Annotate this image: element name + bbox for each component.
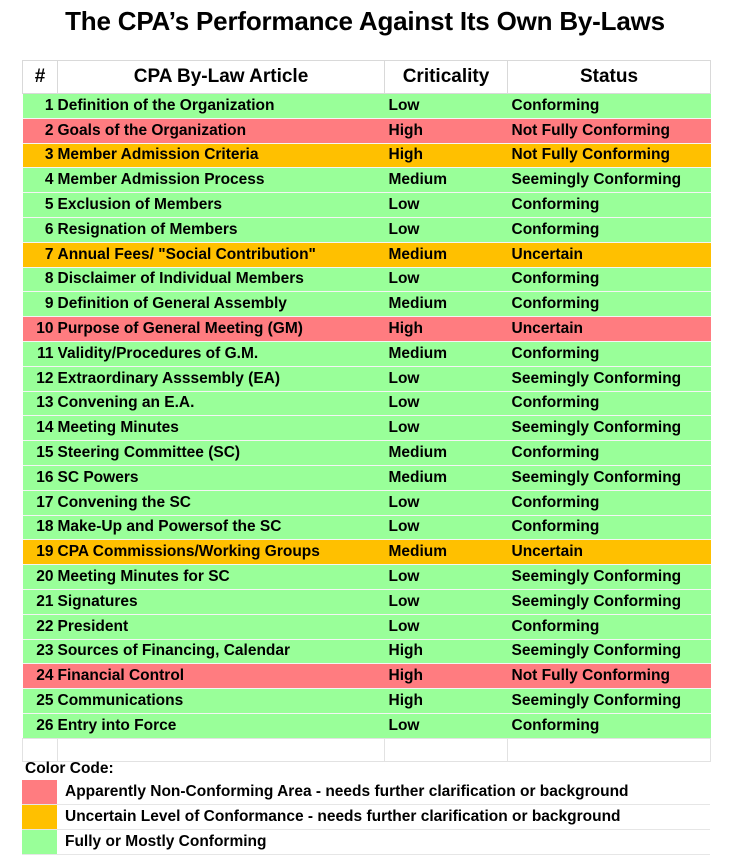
table-row xyxy=(23,341,711,366)
row-number: 17 xyxy=(23,490,58,515)
row-status: Conforming xyxy=(508,614,711,639)
row-article: SC Powers xyxy=(58,465,385,490)
row-number: 18 xyxy=(23,515,58,540)
table-row xyxy=(23,267,711,292)
row-article: Definition of the Organization xyxy=(58,94,385,119)
legend-swatch xyxy=(22,830,57,854)
header-article: CPA By-Law Article xyxy=(58,61,385,94)
row-number: 24 xyxy=(23,664,58,689)
row-criticality: High xyxy=(385,664,508,689)
row-status: Conforming xyxy=(508,292,711,317)
row-article: Signatures xyxy=(58,589,385,614)
row-status: Conforming xyxy=(508,94,711,119)
row-criticality: Low xyxy=(385,193,508,218)
row-criticality: Medium xyxy=(385,242,508,267)
row-article: Steering Committee (SC) xyxy=(58,441,385,466)
row-article: Member Admission Criteria xyxy=(58,143,385,168)
row-criticality: Low xyxy=(385,416,508,441)
table-row xyxy=(23,118,711,143)
row-criticality: Low xyxy=(385,94,508,119)
page-title: The CPA’s Performance Against Its Own By-Laws xyxy=(65,6,665,36)
row-article: President xyxy=(58,614,385,639)
row-status: Seemingly Conforming xyxy=(508,639,711,664)
row-criticality: High xyxy=(385,689,508,714)
table-row xyxy=(23,217,711,242)
row-status: Uncertain xyxy=(508,540,711,565)
row-number: 14 xyxy=(23,416,58,441)
row-number: 7 xyxy=(23,242,58,267)
table-row xyxy=(23,689,711,714)
header-criticality: Criticality xyxy=(385,61,508,94)
row-criticality: Low xyxy=(385,267,508,292)
table-row xyxy=(23,614,711,639)
row-status: Conforming xyxy=(508,490,711,515)
table-row xyxy=(23,317,711,342)
color-code-legend xyxy=(22,758,710,855)
row-criticality: High xyxy=(385,639,508,664)
row-criticality: Low xyxy=(385,391,508,416)
row-number: 19 xyxy=(23,540,58,565)
row-number: 23 xyxy=(23,639,58,664)
table-row xyxy=(23,515,711,540)
table-row xyxy=(23,94,711,119)
row-criticality: High xyxy=(385,317,508,342)
row-criticality: Medium xyxy=(385,168,508,193)
row-criticality: Medium xyxy=(385,292,508,317)
row-criticality: Medium xyxy=(385,465,508,490)
table-row xyxy=(23,441,711,466)
row-criticality: Low xyxy=(385,515,508,540)
table-row xyxy=(23,565,711,590)
legend-item xyxy=(22,805,710,830)
row-number: 22 xyxy=(23,614,58,639)
row-criticality: High xyxy=(385,118,508,143)
row-criticality: Low xyxy=(385,589,508,614)
row-status: Conforming xyxy=(508,713,711,738)
row-number: 21 xyxy=(23,589,58,614)
row-article: Disclaimer of Individual Members xyxy=(58,267,385,292)
row-article: Extraordinary Asssembly (EA) xyxy=(58,366,385,391)
table-row xyxy=(23,143,711,168)
row-number: 25 xyxy=(23,689,58,714)
table-row xyxy=(23,242,711,267)
row-article: Validity/Procedures of G.M. xyxy=(58,341,385,366)
row-status: Conforming xyxy=(508,217,711,242)
row-number: 26 xyxy=(23,713,58,738)
row-article: Meeting Minutes for SC xyxy=(58,565,385,590)
table-row xyxy=(23,391,711,416)
row-criticality: Low xyxy=(385,713,508,738)
row-criticality: High xyxy=(385,143,508,168)
header-status: Status xyxy=(508,61,711,94)
table-body xyxy=(23,94,711,762)
legend-items xyxy=(22,780,710,855)
row-article: Definition of General Assembly xyxy=(58,292,385,317)
bylaws-table xyxy=(22,60,711,762)
row-status: Not Fully Conforming xyxy=(508,143,711,168)
row-number: 20 xyxy=(23,565,58,590)
row-status: Seemingly Conforming xyxy=(508,366,711,391)
row-article: Convening the SC xyxy=(58,490,385,515)
row-status: Seemingly Conforming xyxy=(508,565,711,590)
row-article: CPA Commissions/Working Groups xyxy=(58,540,385,565)
row-status: Seemingly Conforming xyxy=(508,168,711,193)
table-row xyxy=(23,490,711,515)
header-num: # xyxy=(23,61,58,94)
table-row xyxy=(23,292,711,317)
row-criticality: Medium xyxy=(385,441,508,466)
table-row xyxy=(23,664,711,689)
row-criticality: Low xyxy=(385,366,508,391)
row-number: 16 xyxy=(23,465,58,490)
legend-text: Uncertain Level of Conformance - needs further clarification or background xyxy=(65,808,621,825)
row-status: Seemingly Conforming xyxy=(508,589,711,614)
row-status: Conforming xyxy=(508,515,711,540)
row-article: Communications xyxy=(58,689,385,714)
row-status: Not Fully Conforming xyxy=(508,664,711,689)
table-row xyxy=(23,193,711,218)
legend-item xyxy=(22,830,710,855)
table-header-row xyxy=(23,61,711,94)
row-status: Uncertain xyxy=(508,242,711,267)
legend-swatch xyxy=(22,780,57,804)
row-article: Purpose of General Meeting (GM) xyxy=(58,317,385,342)
row-criticality: Low xyxy=(385,490,508,515)
row-number: 4 xyxy=(23,168,58,193)
row-article: Goals of the Organization xyxy=(58,118,385,143)
table-row xyxy=(23,366,711,391)
row-number: 15 xyxy=(23,441,58,466)
row-article: Annual Fees/ "Social Contribution" xyxy=(58,242,385,267)
row-number: 5 xyxy=(23,193,58,218)
row-status: Conforming xyxy=(508,193,711,218)
legend-text: Fully or Mostly Conforming xyxy=(65,833,267,850)
legend-title: Color Code: xyxy=(25,760,114,777)
row-status: Conforming xyxy=(508,341,711,366)
row-criticality: Medium xyxy=(385,341,508,366)
row-number: 6 xyxy=(23,217,58,242)
table-row xyxy=(23,465,711,490)
row-status: Seemingly Conforming xyxy=(508,416,711,441)
row-article: Resignation of Members xyxy=(58,217,385,242)
table-row xyxy=(23,540,711,565)
row-criticality: Low xyxy=(385,217,508,242)
table-row xyxy=(23,168,711,193)
row-criticality: Low xyxy=(385,614,508,639)
table-row xyxy=(23,713,711,738)
table-row xyxy=(23,416,711,441)
table-row xyxy=(23,589,711,614)
row-article: Entry into Force xyxy=(58,713,385,738)
row-number: 2 xyxy=(23,118,58,143)
row-article: Exclusion of Members xyxy=(58,193,385,218)
row-status: Uncertain xyxy=(508,317,711,342)
row-status: Seemingly Conforming xyxy=(508,689,711,714)
row-criticality: Low xyxy=(385,565,508,590)
legend-text: Apparently Non-Conforming Area - needs further clarification or background xyxy=(65,783,629,800)
row-number: 12 xyxy=(23,366,58,391)
row-article: Member Admission Process xyxy=(58,168,385,193)
row-article: Make-Up and Powersof the SC xyxy=(58,515,385,540)
row-article: Financial Control xyxy=(58,664,385,689)
row-article: Meeting Minutes xyxy=(58,416,385,441)
row-number: 3 xyxy=(23,143,58,168)
row-status: Not Fully Conforming xyxy=(508,118,711,143)
legend-item xyxy=(22,780,710,805)
table-row xyxy=(23,639,711,664)
row-number: 9 xyxy=(23,292,58,317)
row-number: 11 xyxy=(23,341,58,366)
row-status: Conforming xyxy=(508,391,711,416)
row-status: Seemingly Conforming xyxy=(508,465,711,490)
row-number: 10 xyxy=(23,317,58,342)
row-number: 13 xyxy=(23,391,58,416)
legend-swatch xyxy=(22,805,57,829)
row-status: Conforming xyxy=(508,441,711,466)
row-status: Conforming xyxy=(508,267,711,292)
row-number: 8 xyxy=(23,267,58,292)
row-article: Convening an E.A. xyxy=(58,391,385,416)
row-criticality: Medium xyxy=(385,540,508,565)
row-number: 1 xyxy=(23,94,58,119)
row-article: Sources of Financing, Calendar xyxy=(58,639,385,664)
